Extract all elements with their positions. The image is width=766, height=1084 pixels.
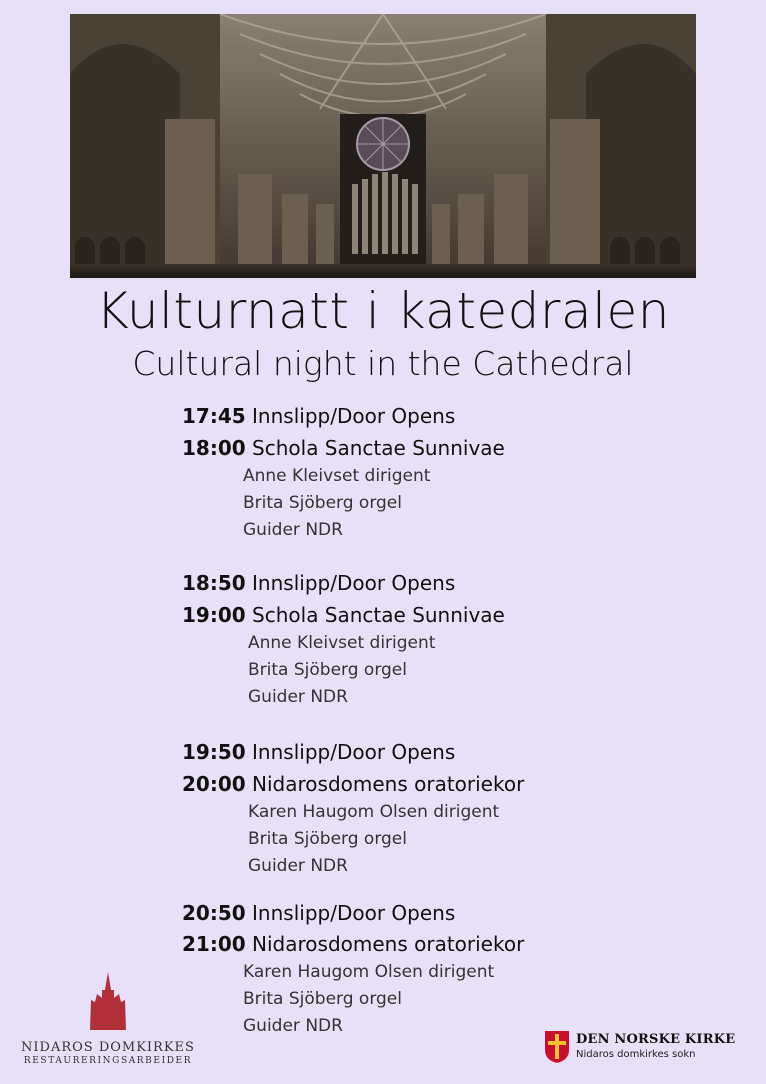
entry-detail: Brita Sjöberg orgel [243,493,402,513]
entry-detail: Guider NDR [248,687,348,707]
entry-event: Innslipp/Door Opens [252,901,456,925]
entry-event: Innslipp/Door Opens [252,571,456,595]
page-title: Kulturnatt i katedralen [96,282,670,340]
schedule-entry [182,436,505,460]
entry-detail: Guider NDR [243,1016,343,1036]
entry-event: Nidarosdomens oratoriekor [252,772,525,796]
entry-event: Nidarosdomens oratoriekor [252,932,525,956]
entry-event: Innslipp/Door Opens [252,404,456,428]
entry-detail: Brita Sjöberg orgel [243,989,402,1009]
entry-time: 21:00 [182,932,246,956]
entry-detail: Guider NDR [248,856,348,876]
schedule-entry [182,740,455,764]
schedule-entry [182,901,455,925]
nidaros-restoration-logo [18,970,198,1070]
den-norske-kirke-logo [544,1030,744,1066]
cathedral-silhouette-icon [88,972,128,1030]
cathedral-nave-illustration [70,14,696,278]
entry-time: 18:00 [182,436,246,460]
right-logo-brand: DEN NORSKE KIRKE [576,1032,736,1047]
church-shield-cross-icon [544,1030,570,1064]
entry-time: 19:50 [182,740,246,764]
page-subtitle: Cultural night in the Cathedral [132,344,634,383]
schedule-entry [182,932,524,956]
entry-time: 20:50 [182,901,246,925]
left-logo-tagline: RESTAURERINGSARBEIDER [23,1056,193,1066]
hero-cathedral-image [70,14,696,278]
left-logo-name: NIDAROS DOMKIRKES [21,1040,195,1055]
entry-time: 19:00 [182,603,246,627]
entry-detail: Anne Kleivset dirigent [248,633,436,653]
entry-time: 20:00 [182,772,246,796]
schedule-entry [182,772,524,796]
entry-detail: Anne Kleivset dirigent [243,466,431,486]
entry-time: 18:50 [182,571,246,595]
entry-detail: Karen Haugom Olsen dirigent [243,962,495,982]
entry-detail: Karen Haugom Olsen dirigent [248,802,500,822]
entry-event: Schola Sanctae Sunnivae [252,436,505,460]
entry-detail: Brita Sjöberg orgel [248,829,407,849]
entry-event: Innslipp/Door Opens [252,740,456,764]
entry-detail: Guider NDR [243,520,343,540]
entry-event: Schola Sanctae Sunnivae [252,603,505,627]
schedule-entry [182,404,455,428]
right-logo-parish: Nidaros domkirkes sokn [576,1049,696,1060]
entry-time: 17:45 [182,404,246,428]
schedule-entry [182,603,505,627]
schedule-entry [182,571,455,595]
entry-detail: Brita Sjöberg orgel [248,660,407,680]
